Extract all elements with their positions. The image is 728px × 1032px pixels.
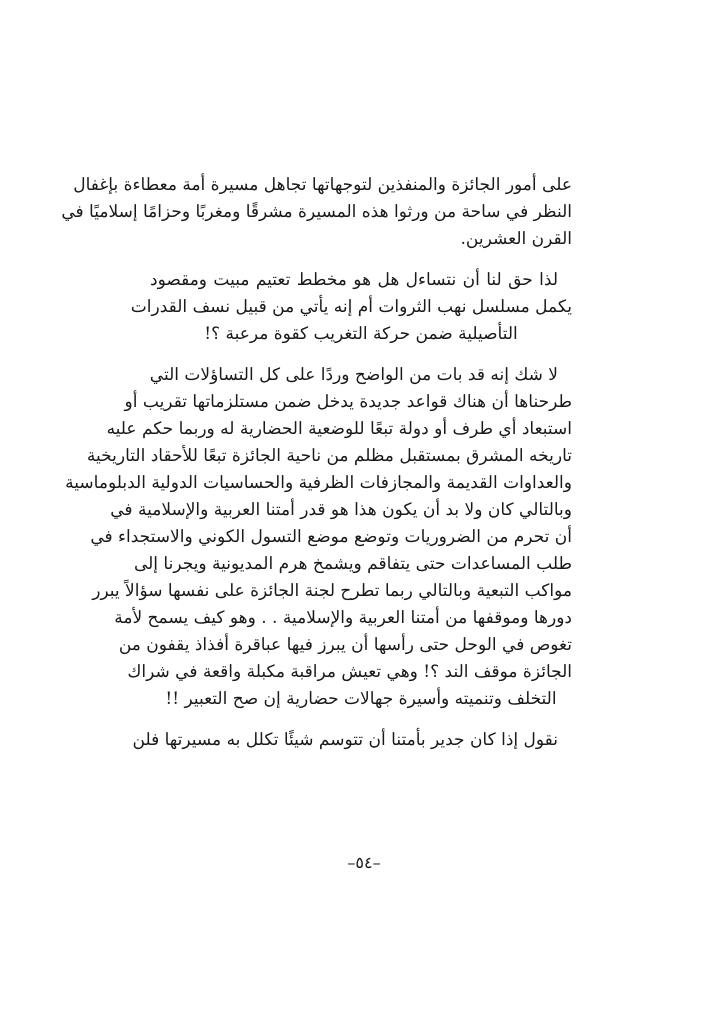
text-line: والعداوات القديمة والمجازفات الظرفية والحساسيات الدولية الدبلوماسية bbox=[65, 473, 572, 493]
text-line: النظر في ساحة من ورثوا هذه المسيرة مشرقًا ومغربًا وحزامًا إسلاميًا في bbox=[61, 202, 572, 222]
text-line: نقول إذا كان جدير بأمتنا أن تتوسم شيئًا تكلل به مسيرتها فلن bbox=[132, 730, 558, 750]
text-line: يكمل مسلسل نهب الثروات أم إنه يأتي من قبيل نسف القدرات bbox=[130, 297, 572, 317]
text-line: لذا حق لنا أن نتساءل هل هو مخطط تعتيم مبيت ومقصود bbox=[150, 270, 558, 290]
text-line: أن تحرم من الضروريات وتوضع موضع التسول الكوني والاستجداء في bbox=[90, 527, 572, 547]
text-line: طرحناها أن هناك قواعد جديدة يدخل ضمن مستلزماتها تقريب أو bbox=[124, 392, 572, 412]
text-line: دورها وموقفها من أمتنا العربية والإسلامية . . وهو كيف يسمح لأمة bbox=[114, 608, 572, 628]
text-line: الجائزة موقف الند ؟! وهي تعيش مراقبة مكبلة واقعة في شراك bbox=[127, 662, 572, 682]
page-number: –٥٤– bbox=[347, 853, 381, 872]
body-text bbox=[61, 172, 572, 754]
paragraph bbox=[132, 727, 572, 754]
text-line: استبعاد أي طرف أو دولة تبعًا للوضعية الحضارية له وربما حكم عليه bbox=[106, 419, 572, 439]
text-line: القرن العشرين. bbox=[460, 229, 572, 249]
paragraph-gap bbox=[150, 253, 572, 267]
text-line: طلب المساعدات حتى يتفاقم ويشمخ هرم المديونية ويجرنا إلى bbox=[133, 554, 572, 574]
paragraph bbox=[130, 267, 572, 348]
text-line: تغوص في الوحل حتى رأسها أن يبرز فيها عباقرة أفذاذ يقفون من bbox=[118, 635, 572, 655]
paragraph bbox=[65, 362, 572, 713]
text-line: تاريخه المشرق بمستقبل مظلم من ناحية الجائزة تبعًا للأحقاد التاريخية bbox=[86, 446, 572, 466]
paragraph-gap bbox=[150, 348, 572, 362]
text-line: التأصيلية ضمن حركة التغريب كقوة مرعبة ؟! bbox=[204, 324, 518, 344]
text-line: وبالتالي كان ولا بد أن يكون هذا هو قدر أمتنا العربية والإسلامية في bbox=[110, 500, 572, 520]
text-line: مواكب التبعية وبالتالي ربما تطرح لجنة الجائزة على نفسها سؤالاً يبرر bbox=[92, 581, 572, 601]
text-line: لا شك إنه قد بات من الواضح وردًا على كل التساؤلات التي bbox=[149, 365, 558, 385]
text-line: على أمور الجائزة والمنفذين لتوجهاتها تجاهل مسيرة أمة معطاءة بإغفال bbox=[73, 175, 572, 195]
text-line: التخلف وتنميته وأسيرة جهالات حضارية إن صح التعبير !! bbox=[165, 689, 557, 709]
paragraph bbox=[61, 172, 572, 253]
paragraph-gap bbox=[150, 713, 572, 727]
